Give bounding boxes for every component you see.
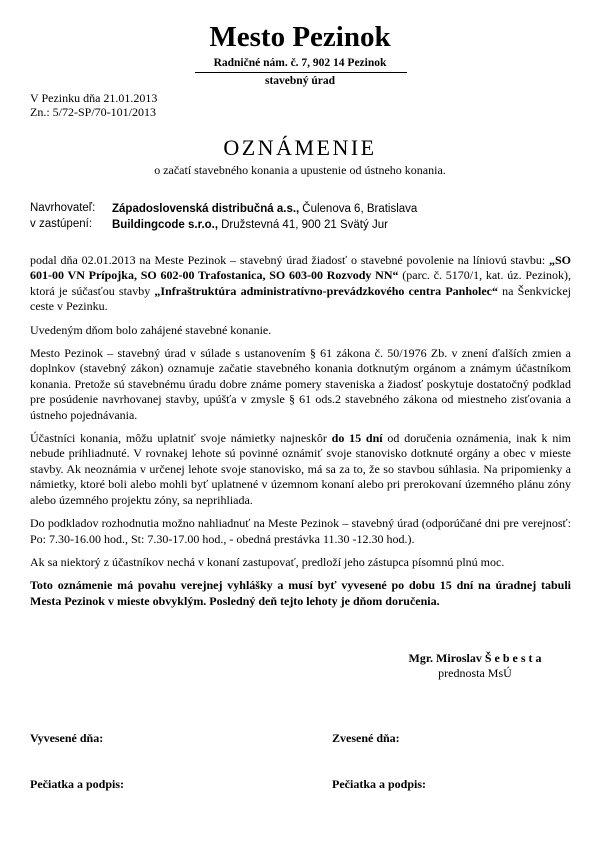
paragraph-objections-text: Účastníci konania, môžu uplatniť svoje námietky najneskôr (30, 431, 332, 446)
representative-address: Družstevná 41, 900 21 Svätý Jur (221, 219, 388, 231)
header-divider (195, 72, 407, 73)
office-name: stavebný úrad (265, 75, 335, 87)
signature-block (380, 651, 570, 681)
notice-body (30, 253, 571, 617)
representative-name: Buildingcode s.r.o., (112, 219, 219, 231)
notice-subheading: o začatí stavebného konania a upustenie od ústneho konania. (154, 163, 446, 177)
paragraph-inspection: Do podkladov rozhodnutia možno nahliadnuť na Meste Pezinok – stavebný úrad (odporúčané dni pre verejnosť: Po: 7.30-16.00 hod., St: 7.30-17.00 hod., - obedná prestávka 11.30 -12.30 hod.). (30, 516, 571, 546)
paragraph-legal: Mesto Pezinok – stavebný úrad v súlade s ustanovením § 61 zákona č. 50/1976 Zb. v znení ďalších zmien a doplnkov (stavebný zákon) oznamuje začatie stavebného konania dotknutým orgánom a známym účastníkom konania. Pretože sú stavebnému úradu dobre známe pomery staveniska a žiadosť poskytuje dostatočný podklad pre posúdenie navrhovanej stavby, upúšťa v zmysle § 61 ods.2 stavebného zákona od miestneho zisťovania a ústneho pojednávania. (30, 346, 571, 422)
public-notice-text: Toto oznámenie má povahu verejnej vyhlášky a musí byť vyvesené po dobu 15 dní na úradnej tabuli Mesta Pezinok v mieste obvyklým. Posledný deň tejto lehoty je dňom doručenia. (30, 578, 571, 608)
paragraph-public-notice (30, 578, 571, 609)
deadline: do 15 dní (331, 431, 383, 446)
applicant-address: Čulenova 6, Bratislava (302, 203, 418, 215)
city-title: Mesto Pezinok (209, 21, 391, 53)
construction-name: „SO 601-00 VN Prípojka, SO 602-00 Trafostanica, SO 603-00 Rozvody NN“ (30, 253, 571, 283)
removed-date-label: Zvesené dňa: (332, 731, 400, 745)
paragraph-request-parcel: (parc. č. 5170/1, kat. úz. Pezinok), ktorá je súčasťou stavby (30, 268, 571, 298)
applicant-label: Navrhovateľ: (30, 202, 96, 214)
applicant-block (30, 201, 417, 233)
paragraph-start: Uvedeným dňom bolo zahájené stavebné konanie. (30, 322, 272, 337)
stamp-signature-right: Pečiatka a podpis: (332, 777, 427, 791)
document-meta (30, 91, 157, 119)
posted-date-label: Vyvesené dňa: (30, 731, 104, 745)
place-date: V Pezinku dňa 21.01.2013 (30, 91, 158, 105)
stamp-signature-left: Pečiatka a podpis: (30, 777, 125, 791)
city-address: Radničné nám. č. 7, 902 14 Pezinok (213, 57, 387, 69)
project-name: „Infraštruktúra administratívno-prevádzkového centra Panholec“ (154, 283, 499, 298)
paragraph-representation: Ak sa niektorý z účastníkov nechá v konaní zastupovať, predloží jeho zástupca písomnú plnú moc. (30, 554, 505, 569)
reference-number: Zn.: 5/72-SP/70-101/2013 (30, 105, 157, 119)
paragraph-request (30, 253, 571, 315)
paragraph-request-text: podal dňa 02.01.2013 na Meste Pezinok – stavebný úrad žiadosť o stavebné povolenie na líniovú stavbu: (30, 253, 549, 267)
representative-label: v zastúpení: (30, 218, 93, 230)
signer-name: Mgr. Miroslav Š e b e s t a (408, 651, 542, 665)
paragraph-objections-rest: od doručenia oznámenia, inak k nim nebude prihliadnuté. V rovnakej lehote sú povinné oznámiť svoje stanovisko dotknuté orgány a obec v mieste stavby. Ak neoznámia v určenej lehote svoje stanovisko, má sa za to, že so stavbou súhlasia. Na pripomienky a námietky, ktoré boli alebo mohli byť uplatnené v územnom konaní alebo pri prerokovaní územného plánu zóny alebo územného projektu zóny, sa neprihliada. (30, 431, 571, 507)
applicant-name: Západoslovenská distribučná a.s., (112, 203, 300, 215)
signer-role: prednosta MsÚ (438, 666, 512, 680)
paragraph-objections (30, 431, 571, 508)
paragraph-request-location: na Šenkvickej ceste v Pezinku. (30, 283, 571, 314)
notice-heading: OZNÁMENIE (223, 135, 377, 160)
